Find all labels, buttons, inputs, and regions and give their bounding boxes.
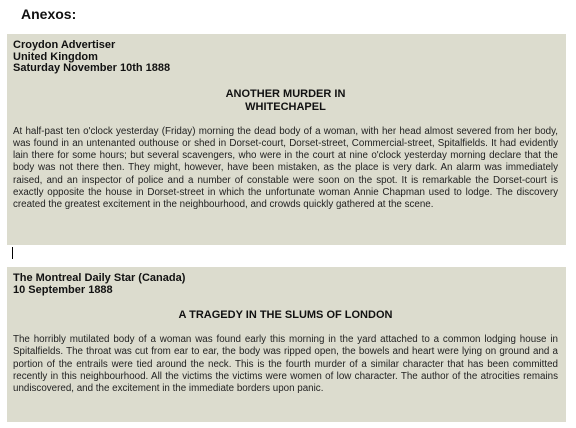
article-title-line-2: WHITECHAPEL xyxy=(245,100,326,113)
article-date: 10 September 1888 xyxy=(13,283,113,296)
article-card-croydon xyxy=(7,34,566,245)
article-meta xyxy=(13,40,558,75)
article-card-montreal xyxy=(7,267,566,422)
article-title-line-1: ANOTHER MURDER IN xyxy=(225,87,346,100)
article-title xyxy=(13,88,558,114)
article-title: A TRAGEDY IN THE SLUMS OF LONDON xyxy=(178,309,393,321)
text-cursor xyxy=(12,247,13,259)
article-body: The horribly mutilated body of a woman was found early this morning in the yard attached to a common lodging house in Spitalfields. The throat was cut from ear to ear, the body was ripped open, the bowels and heart were lying on ground and a portion of the entrails were tied around the neck. This is the fourth murder of a similar character that has been committed recently in this neighbourhood. All the victims the victims were women of low character. The author of the atrocities remains undiscovered, and the excitement in the immediate borders upon panic. xyxy=(13,334,558,395)
article-source: The Montreal Daily Star (Canada) xyxy=(13,272,186,284)
article-date: Saturday November 10th 1888 xyxy=(13,62,171,74)
article-location: United Kingdom xyxy=(13,50,98,63)
article-source: Croydon Advertiser xyxy=(13,39,116,51)
article-meta xyxy=(13,273,558,296)
page-heading: Anexos: xyxy=(21,6,77,22)
article-body: At half-past ten o'clock yesterday (Friday) morning the dead body of a woman, with her head almost severed from her body, was found in an untenanted outhouse or shed in Dorset-court, Dorset-street, Commercial-street, Spitalfields. It had evidently lain there for some hours; but several scavengers, who were in the court at nine o'clock yesterday morning declare that the body was not there then. They might, however, have been mistaken, as the place is very dark. An alarm was immediately raised, and an inspector of police and a number of constable were soon on the spot. It is remarkable the Dorset-court is exactly opposite the house in Dorset-street in which the unfortunate woman Annie Chapman used to lodge. The discovery created the greatest excitement in the neighbourhood, and crowds quickly gathered at the scene. xyxy=(13,125,558,211)
